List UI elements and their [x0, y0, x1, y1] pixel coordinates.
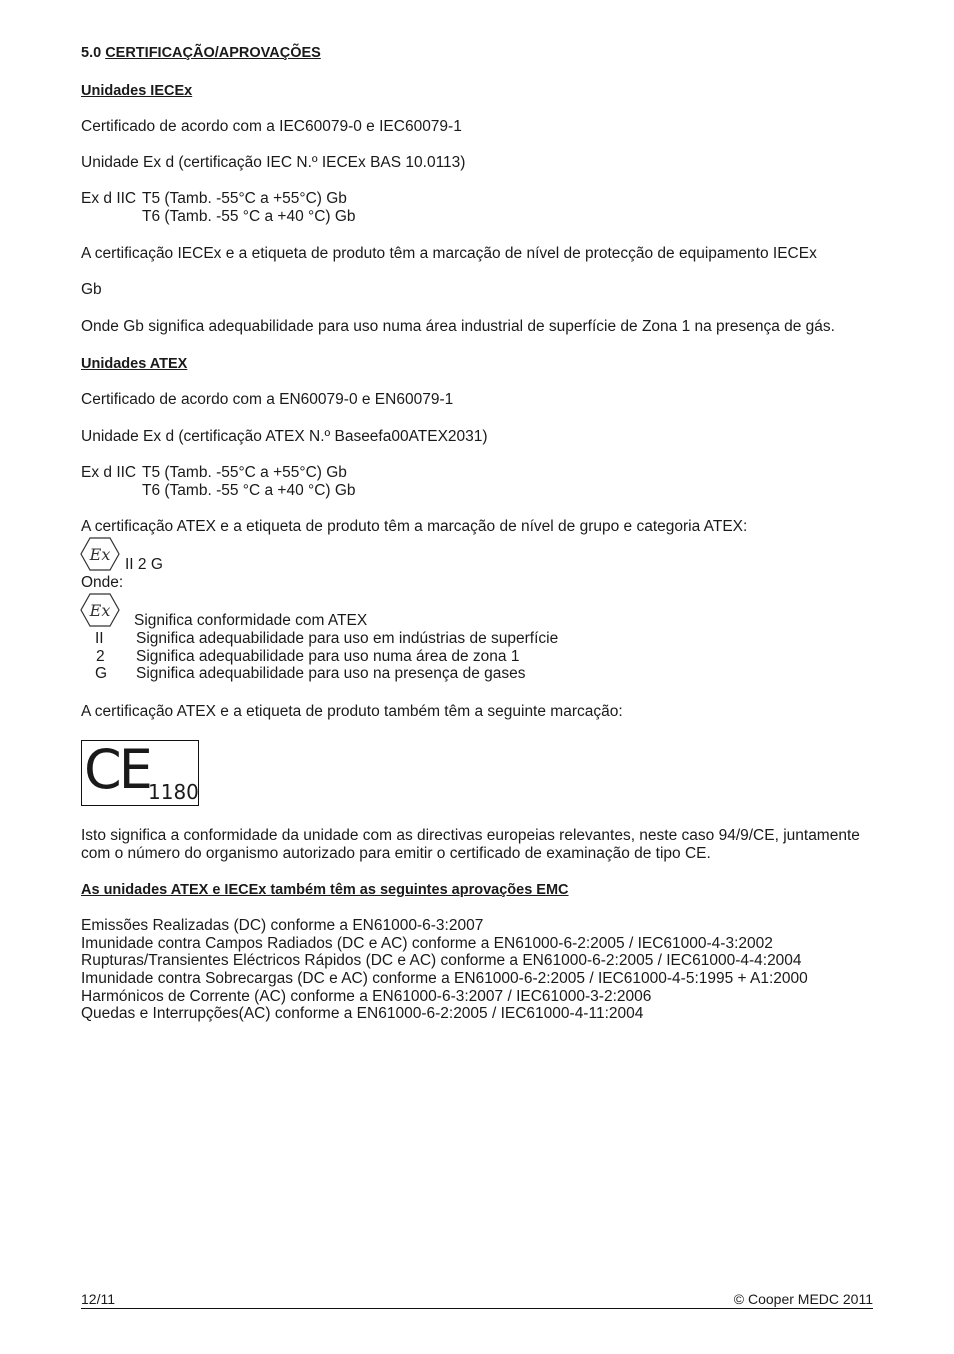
iecex-unit-line: Unidade Ex d (certificação IEC N.º IECEx BAS 10.0113)	[81, 154, 466, 171]
iecex-t6: T6 (Tamb. -55 °C a +40 °C) Gb	[142, 208, 356, 225]
legend-code: II	[95, 630, 104, 647]
footer-copyright: © Cooper MEDC 2011	[733, 1291, 873, 1307]
atex-t6: T6 (Tamb. -55 °C a +40 °C) Gb	[142, 482, 356, 499]
emc-title: As unidades ATEX e IECEx também têm as seguintes aprovações EMC	[81, 882, 569, 898]
legend-code: 2	[96, 648, 105, 665]
ex-symbol-text: Ex	[89, 601, 111, 620]
conformity-line-2: com o número do organismo autorizado para emitir o certificado de examinação de tipo CE.	[81, 845, 711, 862]
legend-code: G	[95, 665, 108, 682]
ce-mark-box	[81, 740, 199, 806]
emc-item: Harmónicos de Corrente (AC) conforme a EN61000-6-3:2007 / IEC61000-3-2:2006	[81, 988, 652, 1005]
iecex-title: Unidades IECEx	[81, 83, 193, 99]
conformity-line-1: Isto significa a conformidade da unidade com as directivas europeias relevantes, neste caso 94/9/CE, juntamente	[81, 827, 860, 844]
iecex-gb: Gb	[81, 281, 102, 298]
ex-symbol-text: Ex	[89, 545, 111, 564]
atex-unit-line: Unidade Ex d (certificação ATEX N.º Baseefa00ATEX2031)	[81, 428, 488, 445]
ce-mark: CE	[84, 738, 150, 801]
footer-divider	[81, 1308, 873, 1309]
section-number: 5.0	[81, 45, 106, 61]
iecex-ex-prefix: Ex d IIC	[81, 190, 137, 207]
iecex-cert-line: Certificado de acordo com a IEC60079-0 e IEC60079-1	[81, 118, 462, 135]
ce-number: 1180	[148, 780, 199, 804]
atex-group-code: II 2 G	[125, 556, 163, 573]
legend-meaning: Significa adequabilidade para uso em indústrias de superfície	[136, 630, 559, 647]
atex-marking-line: A certificação ATEX e a etiqueta de produto têm a marcação de nível de grupo e categoria ATEX:	[81, 518, 748, 535]
atex-also-marking: A certificação ATEX e a etiqueta de produto também têm a seguinte marcação:	[81, 703, 623, 720]
ex-hexagon-icon	[80, 593, 120, 627]
footer-page-number: 12/11	[81, 1291, 115, 1307]
emc-item: Imunidade contra Campos Radiados (DC e AC) conforme a EN61000-6-2:2005 / IEC61000-4-3:2002	[81, 935, 773, 952]
iecex-gb-meaning: Onde Gb significa adequabilidade para uso numa área industrial de superfície de Zona 1 na presença de gás.	[81, 318, 835, 335]
emc-item: Emissões Realizadas (DC) conforme a EN61000-6-3:2007	[81, 917, 484, 934]
atex-cert-line: Certificado de acordo com a EN60079-0 e EN60079-1	[81, 391, 454, 408]
section-title: CERTIFICAÇÃO/APROVAÇÕES	[105, 45, 321, 61]
section-heading	[81, 44, 321, 62]
emc-item: Imunidade contra Sobrecargas (DC e AC) conforme a EN61000-6-2:2005 / IEC61000-4-5:1995 + A1:2000	[81, 970, 808, 987]
atex-onde: Onde:	[81, 574, 124, 591]
legend-meaning: Significa adequabilidade para uso na presença de gases	[136, 665, 526, 682]
iecex-marking-line: A certificação IECEx e a etiqueta de produto têm a marcação de nível de protecção de equipamento IECEx	[81, 245, 817, 262]
atex-t5: T5 (Tamb. -55°C a +55°C) Gb	[142, 464, 347, 481]
legend-meaning: Significa adequabilidade para uso numa área de zona 1	[136, 648, 520, 665]
emc-item: Rupturas/Transientes Eléctricos Rápidos (DC e AC) conforme a EN61000-6-2:2005 / IEC61000-4-4:2004	[81, 952, 802, 969]
legend-meaning: Significa conformidade com ATEX	[134, 612, 368, 629]
atex-ex-prefix: Ex d IIC	[81, 464, 137, 481]
ex-hexagon-icon	[80, 537, 120, 571]
iecex-t5: T5 (Tamb. -55°C a +55°C) Gb	[142, 190, 347, 207]
atex-title: Unidades ATEX	[81, 356, 188, 372]
emc-item: Quedas e Interrupções(AC) conforme a EN61000-6-2:2005 / IEC61000-4-11:2004	[81, 1005, 644, 1022]
